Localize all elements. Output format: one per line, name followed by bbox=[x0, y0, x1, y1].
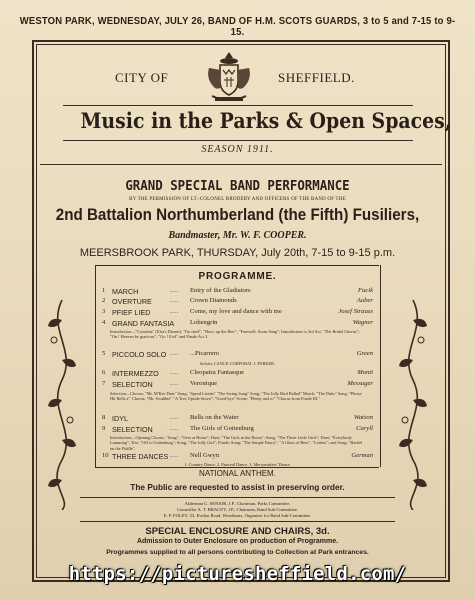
dances-note: 1. Country Dance. 2. Pastoral Dance. 3. Merrymakers' Dance. bbox=[184, 462, 291, 467]
programme-item bbox=[100, 425, 375, 435]
performance-heading: GRAND SPECIAL BAND PERFORMANCE bbox=[125, 178, 350, 194]
item-number: 6 bbox=[102, 369, 106, 376]
item-number: 5 bbox=[102, 350, 106, 357]
item-note: Selection—Chorus; "Mr. M'Kee Dear" Song; "Speed Lizette" "The Swing Song" Song; "The Jolly Bird Ballad" March; "The Dubs" Song; "Please Hit Bells a'" Chorus; "Mr. Swabbie" "A Tree Upside-down"; "Good-bye" Scene; "Plenty and to" "Chorus from Finale III." bbox=[110, 391, 362, 402]
item-composer: Monti bbox=[357, 369, 373, 376]
item-dots: .... bbox=[170, 452, 179, 459]
header-notice: WESTON PARK, WEDNESDAY, JULY 26, BAND OF H.M. SCOTS GUARDS, 3 to 5 and 7-15 to 9-15. bbox=[19, 16, 456, 38]
item-composer: Fucik bbox=[357, 287, 373, 294]
programme-item bbox=[100, 308, 375, 318]
item-composer: Wagner bbox=[352, 319, 373, 326]
item-type: GRAND FANTASIA bbox=[112, 319, 175, 328]
admission-notice: Admission to Outer Enclosure on production of Programme. bbox=[136, 538, 339, 545]
national-anthem: NATIONAL ANTHEM. bbox=[199, 469, 276, 478]
item-dots: .... bbox=[170, 308, 179, 315]
main-title: Music in the Parks & Open Spaces, bbox=[80, 108, 452, 133]
item-type: IDYL bbox=[112, 414, 128, 423]
item-composer: Watson bbox=[353, 414, 373, 421]
programme-item bbox=[100, 452, 375, 462]
item-composer: Josef Strauss bbox=[338, 308, 373, 315]
item-type: THREE DANCES bbox=[112, 452, 169, 461]
item-dots: .... bbox=[170, 380, 179, 387]
soloist-note: Soloist, LANCE-CORPORAL J. PARKER. bbox=[199, 361, 276, 366]
item-note: Introduction—Opening Chorus; "Song"; "Over at Home"; Duet; "The Girls in the Room"; Song; "The Three Little Girls"; Duet; "Everybody Lumming"; Trio; "Off to Gottenburg"; Song; "The Jolly Girl"; Finale; Song; "The Simple Fancy"; "A Glass of Beer"; "Letters"; and Song; "Rachel on the Fiddle". bbox=[110, 435, 363, 451]
item-piece: Entry of the Gladiators bbox=[190, 287, 251, 294]
programme-item bbox=[100, 287, 375, 297]
item-piece: ...Picarrero bbox=[190, 350, 220, 357]
item-dots: .... bbox=[170, 425, 179, 432]
programme-item bbox=[100, 350, 375, 360]
coat-of-arms-icon bbox=[203, 50, 255, 106]
item-type: SELECTION bbox=[112, 380, 153, 389]
item-piece: Bells on the Water bbox=[190, 414, 239, 421]
item-number: 7 bbox=[102, 380, 106, 387]
item-dots: .... bbox=[170, 350, 179, 357]
venue-line: MEERSBROOK PARK, THURSDAY, July 20th, 7-15 to 9-15 p.m. bbox=[79, 247, 396, 259]
bandmaster: Bandmaster, Mr. W. F. COOPER. bbox=[168, 230, 307, 241]
committee-line: Councillor A. T. BRACEY, J.P., Chairman, Band Sub-Committee. bbox=[176, 507, 299, 512]
main-title-box bbox=[63, 105, 452, 141]
item-dots: .... bbox=[170, 287, 179, 294]
programmes-notice: Programmes supplied to all persons contributing to Collection at Park entrances. bbox=[106, 549, 369, 556]
programme-item bbox=[100, 319, 375, 329]
item-number: 2 bbox=[102, 297, 106, 304]
divider bbox=[80, 497, 395, 498]
divider bbox=[80, 521, 395, 522]
item-composer: Caryll bbox=[356, 425, 373, 432]
item-type: SELECTION bbox=[112, 425, 153, 434]
public-notice: The Public are requested to assist in preserving order. bbox=[130, 482, 345, 492]
item-piece: Lohengrin bbox=[190, 319, 218, 326]
item-composer: Green bbox=[356, 350, 373, 357]
right-floral-ornament-icon bbox=[393, 300, 433, 510]
permission-note: BY THE PERMISSION OF LT.-COLONEL BRODERY AND OFFICERS OF THE BAND OF THE bbox=[129, 197, 346, 202]
item-type: MARCH bbox=[112, 287, 139, 296]
item-number: 3 bbox=[102, 308, 106, 315]
item-piece: Crown Diamonds bbox=[190, 297, 237, 304]
item-composer: Auber bbox=[356, 297, 373, 304]
item-composer: Messager bbox=[347, 380, 373, 387]
left-floral-ornament-icon bbox=[42, 300, 82, 510]
item-dots: .... bbox=[170, 297, 179, 304]
item-number: 9 bbox=[102, 425, 106, 432]
item-piece: Nell Gwyn bbox=[190, 452, 220, 459]
item-dots: .... bbox=[170, 369, 179, 376]
committee-line: Alderman G. SENIOR, J.P., Chairman, Parks Committee. bbox=[184, 501, 291, 506]
item-type: PICCOLO SOLO bbox=[112, 350, 167, 359]
item-number: 8 bbox=[102, 414, 106, 421]
watermark-url[interactable]: https://picturesheffield.com/ bbox=[68, 563, 407, 585]
item-type: OVERTURE bbox=[112, 297, 152, 306]
committee-line: E. P. FOLEY, 33, Evelyn Road, Woodseats, Organiser for Band Sub-Committee. bbox=[163, 513, 312, 518]
programme-item bbox=[100, 414, 375, 424]
item-number: 10 bbox=[102, 452, 109, 459]
item-piece: Cleopatra Fantasque bbox=[190, 369, 245, 376]
sheffield-label: SHEFFIELD. bbox=[278, 70, 355, 85]
season-label: SEASON 1911. bbox=[201, 144, 274, 155]
item-piece: The Girls of Gottenburg bbox=[190, 425, 254, 432]
divider bbox=[40, 164, 442, 165]
programme-title: PROGRAMME. bbox=[198, 271, 277, 282]
item-piece: Veronique bbox=[190, 380, 218, 387]
item-type: PFIEF LIED bbox=[112, 308, 151, 317]
item-number: 1 bbox=[102, 287, 106, 294]
item-type: INTERMEZZO bbox=[112, 369, 159, 378]
item-dots: .... bbox=[170, 414, 179, 421]
band-name: 2nd Battalion Northumberland (the Fifth) Fusiliers, bbox=[55, 206, 420, 224]
programme-item bbox=[100, 380, 375, 390]
item-composer: German bbox=[351, 452, 373, 459]
item-number: 4 bbox=[102, 319, 106, 326]
item-piece: Come, my love and dance with me bbox=[190, 308, 282, 315]
programme-item bbox=[100, 369, 375, 379]
city-of-label: CITY OF bbox=[115, 70, 169, 85]
programme-top-rule bbox=[95, 265, 379, 266]
item-note: Introduction—"Cavatina" (Elsa's Dream); "I'm tired"; "Here, up the Bier"; "Farewell, Swan Song"; Introduction to 3rd Act; "The Bridal Chorus"; "On ! Heaven be gracious"; "Go ! Evil" and Finale Act 2. bbox=[110, 329, 360, 340]
programme-item bbox=[100, 297, 375, 307]
enclosure-notice: SPECIAL ENCLOSURE AND CHAIRS, 3d. bbox=[145, 526, 330, 537]
